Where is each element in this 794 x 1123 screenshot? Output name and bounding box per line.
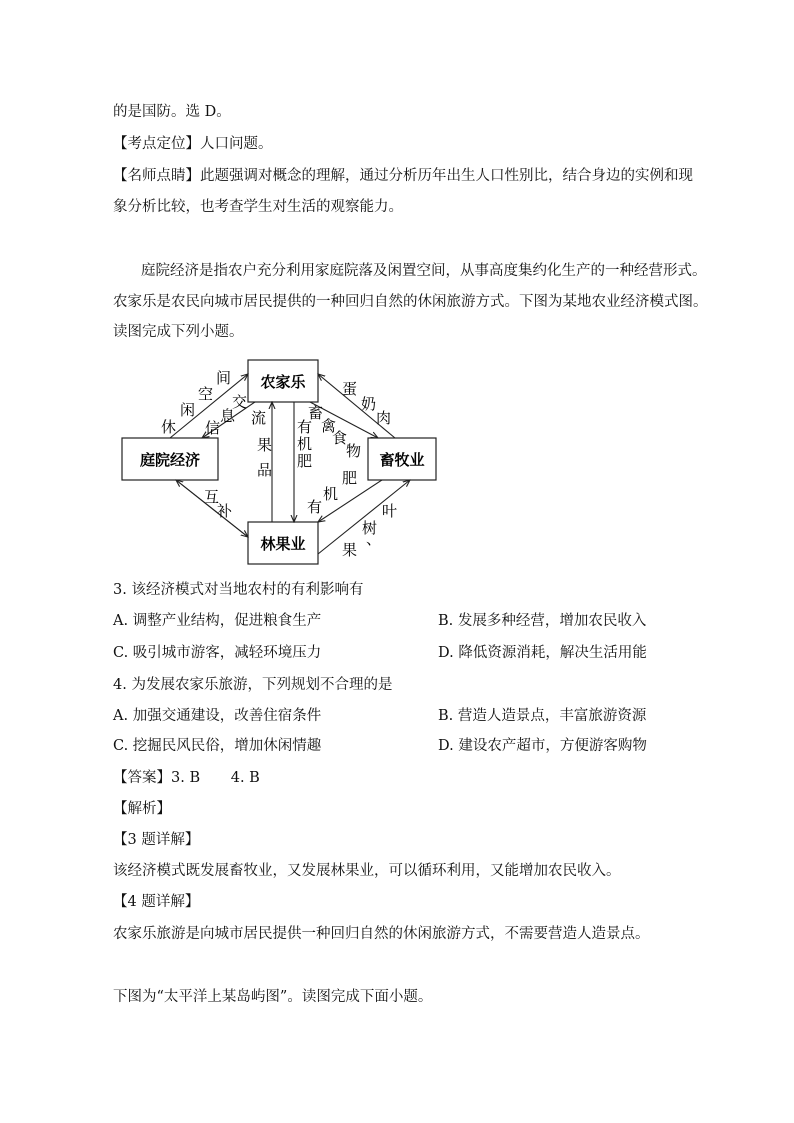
label-char: 果 <box>257 436 273 454</box>
text-line: 的是国防。选 D。 <box>113 104 231 120</box>
label-char: 食 <box>332 429 348 447</box>
analysis-title: 【解析】 <box>113 801 171 817</box>
q4-detail-body: 农家乐旅游是向城市居民提供一种回归自然的休闲旅游方式，不需要营造人造景点。 <box>113 926 650 942</box>
q3-option-c: C. 吸引城市游客，减轻环境压力 <box>113 645 322 661</box>
label-char: 肥 <box>342 469 358 487</box>
label-char: 肉 <box>376 409 392 427</box>
q4-option-d: D. 建设农产超市，方便游客购物 <box>438 738 647 754</box>
label-char: 物 <box>346 442 362 460</box>
q3-option-b: B. 发展多种经营，增加农民收入 <box>438 613 647 629</box>
label-char: 有 <box>297 418 313 436</box>
intro-line-3: 读图完成下列小题。 <box>113 324 244 340</box>
intro-line-2: 农家乐是农民向城市居民提供的一种回归自然的休闲旅游方式。下图为某地农业经济模式图。 <box>113 294 708 310</box>
next-intro: 下图为“太平洋上某岛屿图”。读图完成下面小题。 <box>113 989 433 1005</box>
label-char: 果 <box>342 541 358 559</box>
label-char: 休 <box>161 418 177 436</box>
label-char: 叶 <box>382 502 398 520</box>
label-char: 信 <box>205 419 221 437</box>
answer-label: 【答案】3. B <box>113 770 201 786</box>
label-char: 机 <box>323 485 339 503</box>
label-char: 禽 <box>321 417 337 435</box>
label-char: 品 <box>257 461 273 479</box>
label-char: 交 <box>232 393 248 411</box>
label-char: 息 <box>220 407 236 425</box>
label-char: 补 <box>217 502 233 520</box>
node-tingyuan: 庭院经济 <box>139 451 201 469</box>
label-char: 畜 <box>308 404 324 422</box>
q4-option-a: A. 加强交通建设，改善住宿条件 <box>113 708 322 724</box>
label-char: 机 <box>297 435 313 453</box>
node-nongjiale: 农家乐 <box>260 373 306 391</box>
mingshi-line-1: 【名师点睛】此题强调对概念的理解，通过分析历年出生人口性别比，结合身边的实例和现 <box>113 168 693 184</box>
label-char: 流 <box>251 409 267 427</box>
label-char: 奶 <box>361 395 377 413</box>
node-linguo: 林果业 <box>260 535 306 553</box>
kaodian-line: 【考点定位】人口问题。 <box>113 136 273 152</box>
q4-option-c: C. 挖掘民风民俗，增加休闲情趣 <box>113 738 322 754</box>
label-char: 闲 <box>180 401 196 419</box>
mingshi-line-2: 象分析比较，也考查学生对生活的观察能力。 <box>113 199 403 215</box>
label-char: 互 <box>204 488 220 506</box>
label-char: 蛋 <box>342 380 358 398</box>
label-char: 树 <box>362 519 378 537</box>
label-char: 肥 <box>297 452 313 470</box>
q3-detail-head: 【3 题详解】 <box>113 832 200 848</box>
agri-economy-diagram <box>110 352 450 572</box>
q4-option-b: B. 营造人造景点，丰富旅游资源 <box>438 708 647 724</box>
q3-stem: 3. 该经济模式对当地农村的有利影响有 <box>113 582 364 598</box>
q3-option-a: A. 调整产业结构，促进粮食生产 <box>113 613 322 629</box>
label-char: 有 <box>307 498 323 516</box>
label-char: 空 <box>198 385 214 403</box>
label-char: 、 <box>366 530 382 548</box>
label-char: 间 <box>216 369 232 387</box>
answer-second: 4. B <box>230 770 260 786</box>
q4-detail-head: 【4 题详解】 <box>113 894 200 910</box>
node-xumu: 畜牧业 <box>379 451 425 469</box>
intro-line-1: 庭院经济是指农户充分利用家庭院落及闲置空间，从事高度集约化生产的一种经营形式。 <box>141 263 707 279</box>
q3-option-d: D. 降低资源消耗，解决生活用能 <box>438 645 647 661</box>
q3-detail-body: 该经济模式既发展畜牧业，又发展林果业，可以循环利用，又能增加农民收入。 <box>113 863 621 879</box>
q4-stem: 4. 为发展农家乐旅游，下列规划不合理的是 <box>113 677 393 693</box>
answer-line <box>113 768 260 788</box>
